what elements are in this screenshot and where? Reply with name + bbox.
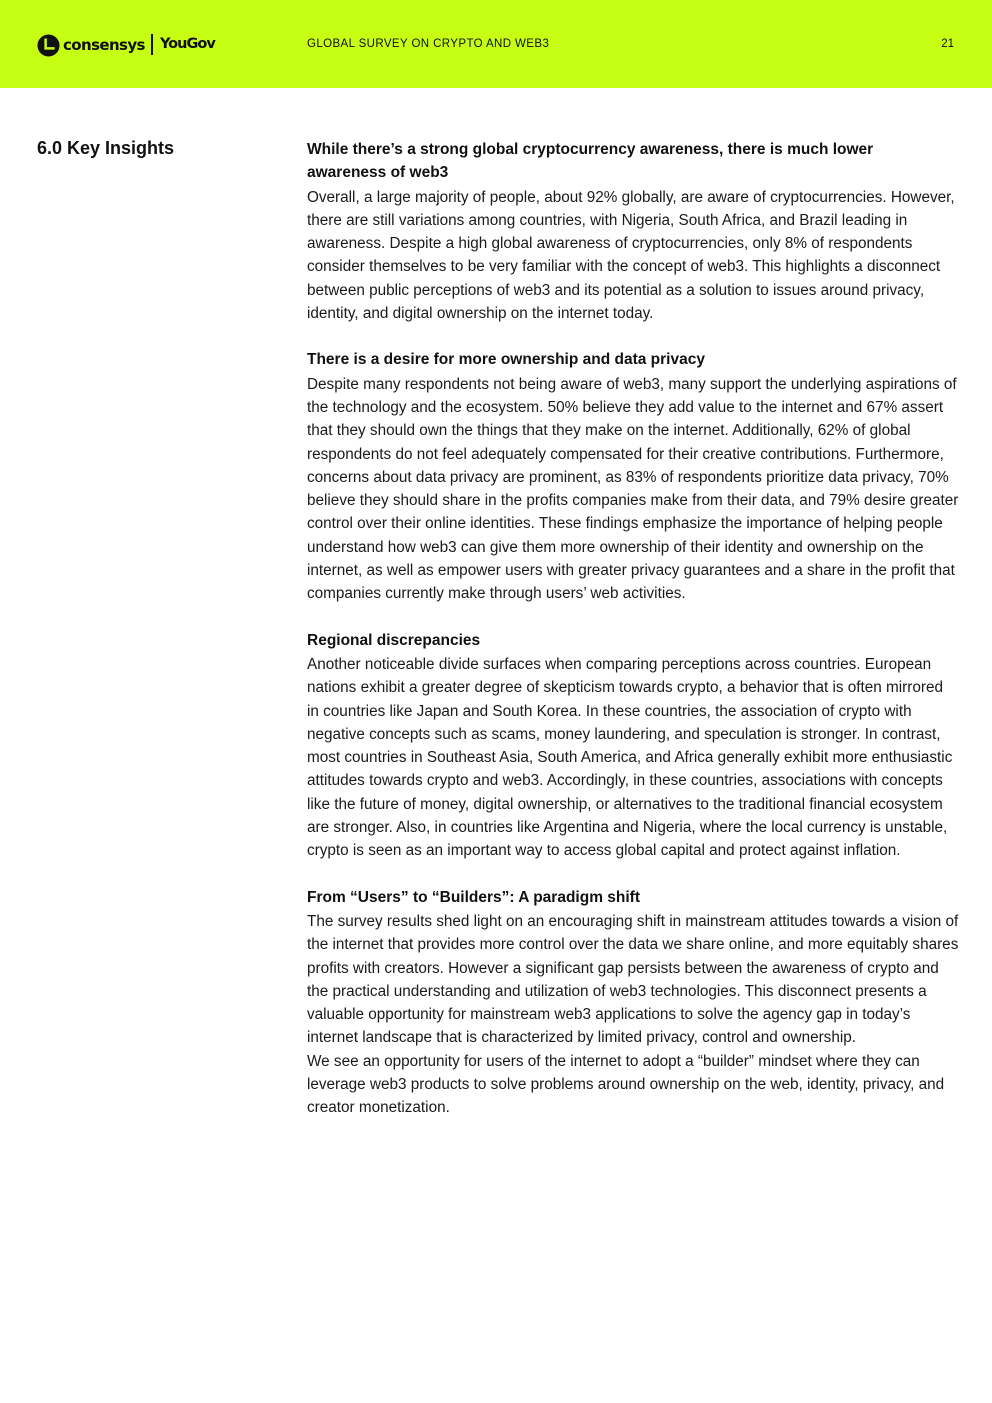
consensys-logo-mark-icon — [37, 34, 60, 57]
consensys-wordmark: consensys — [63, 36, 145, 54]
insight-block-paradigm-shift — [307, 886, 959, 1120]
insight-heading: While there’s a strong global cryptocurrency awareness, there is much lower awareness of web3 — [307, 141, 874, 182]
insight-body-continued: We see an opportunity for users of the internet to adopt a “builder” mindset where they can leverage web3 products to solve problems around ownership on the web, identity, privacy, and creator monetization. — [307, 1052, 945, 1117]
insight-block-regional — [307, 629, 959, 863]
insight-body: The survey results shed light on an encouraging shift in mainstream attitudes towards a vision of the internet that provides more control over the data we share online, and more equitably shares profits with creators. However a significant gap persists between the awareness of crypto and the practical understanding and utilization of web3 technologies. This disconnect presents a valuable opportunity for mainstream web3 applications to solve the agency gap in today’s internet landscape that is characterized by limited privacy, control and ownership. — [307, 912, 959, 1047]
insight-block-awareness — [307, 138, 959, 325]
consensys-logo — [37, 33, 145, 57]
key-insights-content — [307, 138, 959, 1143]
insight-heading: There is a desire for more ownership and data privacy — [307, 351, 705, 369]
insight-body: Overall, a large majority of people, about 92% globally, are aware of cryptocurrencies. However, there are still variations among countries, with Nigeria, South Africa, and Brazil leading in awareness. Despite a high global awareness of cryptocurrencies, only 8% of respondents consider themselves to be very familiar with the concept of web3. This highlights a disconnect between public perceptions of web3 and its potential as a solution to issues around privacy, identity, and digital ownership on the internet today. — [307, 188, 955, 323]
insight-block-ownership — [307, 348, 959, 605]
insight-body: Another noticeable divide surfaces when comparing perceptions across countries. European nations exhibit a greater degree of skepticism towards crypto, a behavior that is often mirrored in countries like Japan and South Korea. In these countries, the association of crypto with negative concepts such as scams, money laundering, and speculation is stronger. In contrast, most countries in Southeast Asia, South America, and Africa generally exhibit more enthusiastic attitudes towards crypto and web3. Accordingly, in these countries, associations with concepts like the future of money, digital ownership, or alternatives to the traditional financial ecosystem are stronger. Also, in countries like Argentina and Nigeria, where the local currency is unstable, crypto is seen as an important way to access global capital and protect against inflation. — [307, 655, 953, 860]
insight-heading: From “Users” to “Builders”: A paradigm shift — [307, 888, 641, 906]
page-header — [0, 0, 992, 88]
section-title: 6.0 Key Insights — [37, 138, 175, 158]
document-title: GLOBAL SURVEY ON CRYPTO AND WEB3 — [307, 38, 550, 50]
page-number: 21 — [941, 38, 954, 50]
yougov-logo: YouGov — [160, 36, 215, 52]
logo-divider — [151, 34, 153, 55]
insight-heading: Regional discrepancies — [307, 631, 481, 649]
insight-body: Despite many respondents not being aware of web3, many support the underlying aspirations of the technology and the ecosystem. 50% believe they add value to the internet and 67% assert that they should own the things that they make on the internet. Additionally, 62% of global respondents do not feel adequately compensated for their creative contributions. Furthermore, concerns about data privacy are prominent, as 83% of respondents prioritize data privacy, 70% believe they should share in the profits companies make from their data, and 79% desire greater control over their online identities. These findings emphasize the importance of helping people understand how web3 can give them more ownership of their identity and ownership on the internet, as well as empower users with greater privacy guarantees and a share in the profit that companies currently make through users’ web activities. — [307, 375, 959, 603]
